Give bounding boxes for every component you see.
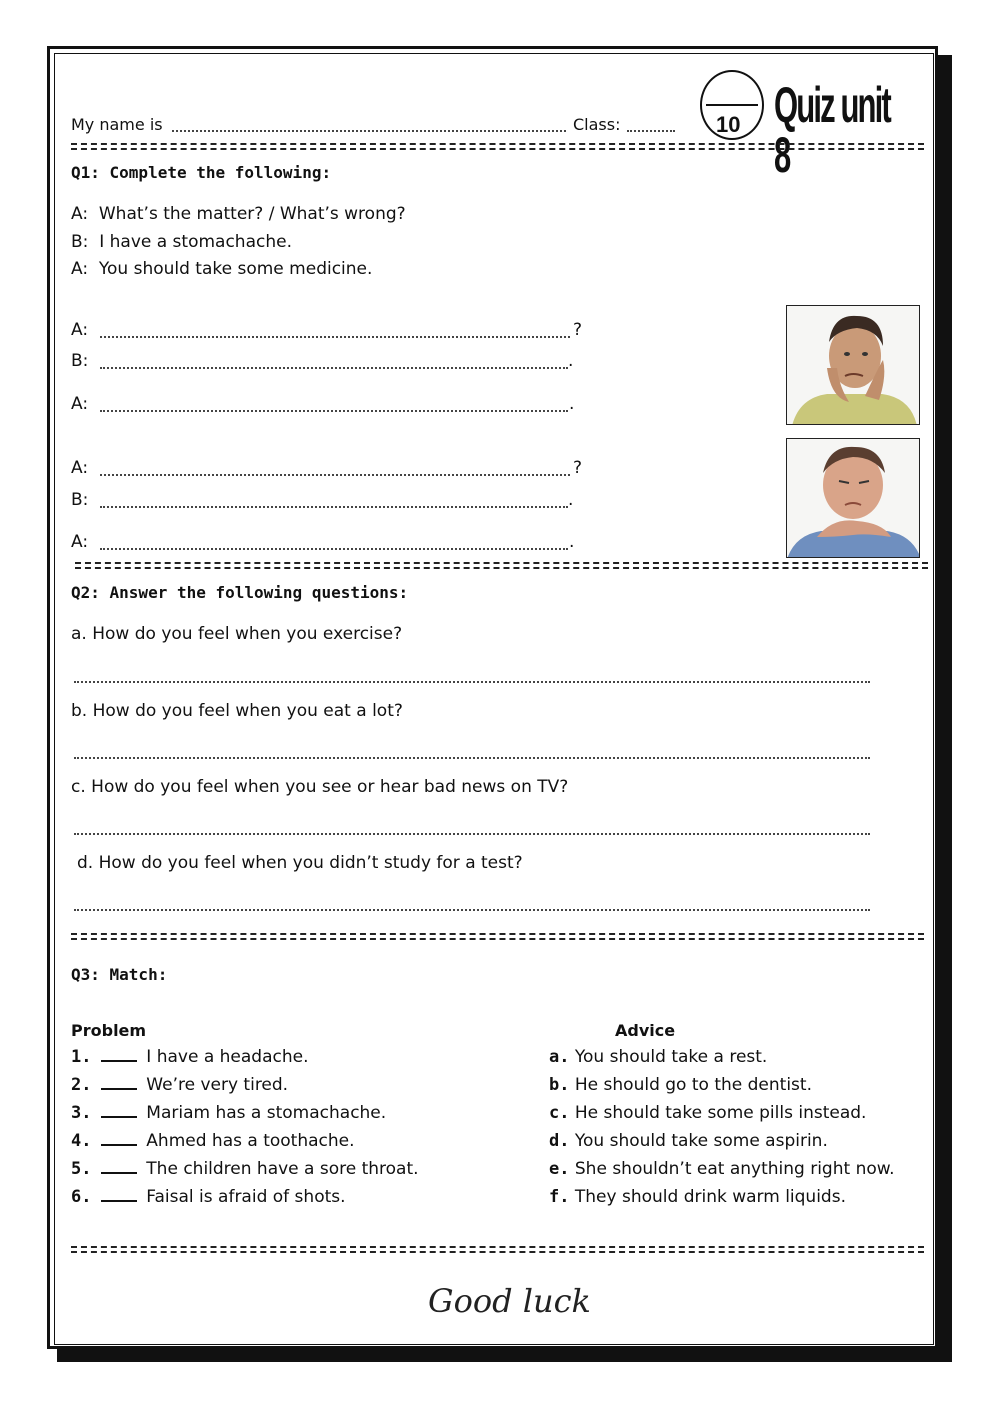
advice-item <box>549 1131 828 1151</box>
sore-throat-illustration <box>787 439 920 558</box>
advice-letter: d. <box>549 1131 570 1151</box>
problem-number: 3. <box>71 1103 92 1123</box>
dialog1-answer-line[interactable] <box>100 410 568 412</box>
advice-letter: e. <box>549 1159 570 1179</box>
score-total: 10 <box>716 112 741 137</box>
advice-item <box>549 1047 767 1067</box>
line-end: ? <box>573 320 583 340</box>
dialog2-answer-line[interactable] <box>100 548 568 550</box>
advice-text: He should take some pills instead. <box>574 1103 867 1123</box>
problem-item <box>71 1187 346 1207</box>
score-divider <box>706 104 758 106</box>
advice-letter: c. <box>549 1103 570 1123</box>
problem-number: 5. <box>71 1159 92 1179</box>
advice-text: He should go to the dentist. <box>574 1075 812 1095</box>
problem-text: The children have a sore throat. <box>146 1159 419 1179</box>
name-input-line[interactable] <box>172 130 566 132</box>
problem-item <box>71 1103 386 1123</box>
advice-letter: b. <box>549 1075 570 1095</box>
q2-answer-line-b[interactable] <box>74 757 870 759</box>
advice-text: She shouldn’t eat anything right now. <box>574 1159 895 1179</box>
problem-text: I have a headache. <box>146 1047 309 1067</box>
dialog2-speaker: A: <box>71 532 89 552</box>
dialog2-speaker: B: <box>71 490 89 510</box>
line-end: . <box>568 490 574 510</box>
name-label: My name is <box>71 115 163 134</box>
match-blank[interactable] <box>101 1144 137 1146</box>
good-luck-text: Good luck <box>428 1282 591 1320</box>
match-blank[interactable] <box>101 1088 137 1090</box>
advice-letter: f. <box>549 1187 570 1207</box>
example-text: What’s the matter? / What’s wrong? <box>98 204 406 224</box>
q1-example-line <box>71 232 292 252</box>
problem-number: 6. <box>71 1187 92 1207</box>
class-input-line[interactable] <box>627 130 675 132</box>
speaker: A: <box>71 259 89 279</box>
problem-text: Ahmed has a toothache. <box>146 1131 355 1151</box>
advice-text: You should take a rest. <box>574 1047 768 1067</box>
example-text: You should take some medicine. <box>98 259 373 279</box>
problem-number: 4. <box>71 1131 92 1151</box>
dialog1-answer-line[interactable] <box>100 367 568 369</box>
toothache-photo <box>786 305 920 425</box>
advice-item <box>549 1187 846 1207</box>
problem-item <box>71 1075 288 1095</box>
problem-item <box>71 1159 419 1179</box>
q2-question-d: d. How do you feel when you didn’t study for a test? <box>77 853 523 873</box>
dialog1-speaker: A: <box>71 394 89 414</box>
line-end: . <box>568 351 574 371</box>
match-blank[interactable] <box>101 1200 137 1202</box>
q2-title: Q2: Answer the following questions: <box>71 583 409 602</box>
advice-item <box>549 1103 866 1123</box>
dialog1-answer-line[interactable] <box>100 336 570 338</box>
separator <box>71 1246 924 1253</box>
q2-question-b: b. How do you feel when you eat a lot? <box>71 701 403 721</box>
q2-answer-line-a[interactable] <box>74 681 870 683</box>
problem-header: Problem <box>71 1021 147 1040</box>
problem-text: Faisal is afraid of shots. <box>146 1187 346 1207</box>
q2-question-c: c. How do you feel when you see or hear bad news on TV? <box>71 777 569 797</box>
problem-text: Mariam has a stomachache. <box>146 1103 387 1123</box>
line-end: ? <box>573 458 583 478</box>
sore-throat-photo <box>786 438 920 558</box>
dialog1-speaker: B: <box>71 351 89 371</box>
advice-text: You should take some aspirin. <box>574 1131 828 1151</box>
advice-letter: a. <box>549 1047 570 1067</box>
q2-question-a: a. How do you feel when you exercise? <box>71 624 403 644</box>
dialog1-speaker: A: <box>71 320 89 340</box>
advice-header: Advice <box>615 1021 676 1040</box>
separator <box>71 143 924 150</box>
q1-example-line <box>71 259 372 279</box>
advice-item <box>549 1075 812 1095</box>
quiz-title: Quiz unit 8 <box>774 77 890 183</box>
example-text: I have a stomachache. <box>99 232 292 252</box>
dialog2-answer-line[interactable] <box>100 474 570 476</box>
advice-text: They should drink warm liquids. <box>574 1187 846 1207</box>
advice-item <box>549 1159 895 1179</box>
line-end: . <box>569 394 575 414</box>
dialog2-speaker: A: <box>71 458 89 478</box>
q3-title: Q3: Match: <box>71 965 168 984</box>
speaker: B: <box>71 232 89 252</box>
speaker: A: <box>71 204 89 224</box>
problem-item <box>71 1131 355 1151</box>
q1-title: Q1: Complete the following: <box>71 163 332 182</box>
separator <box>75 562 928 569</box>
separator <box>71 933 924 940</box>
dialog2-answer-line[interactable] <box>100 506 568 508</box>
q1-example-line <box>71 204 406 224</box>
q2-answer-line-d[interactable] <box>74 909 870 911</box>
toothache-illustration <box>787 306 920 425</box>
problem-number: 2. <box>71 1075 92 1095</box>
class-label: Class: <box>573 115 621 134</box>
match-blank[interactable] <box>101 1060 137 1062</box>
q2-answer-line-c[interactable] <box>74 833 870 835</box>
problem-item <box>71 1047 309 1067</box>
line-end: . <box>569 532 575 552</box>
problem-text: We’re very tired. <box>146 1075 289 1095</box>
match-blank[interactable] <box>101 1172 137 1174</box>
problem-number: 1. <box>71 1047 92 1067</box>
match-blank[interactable] <box>101 1116 137 1118</box>
